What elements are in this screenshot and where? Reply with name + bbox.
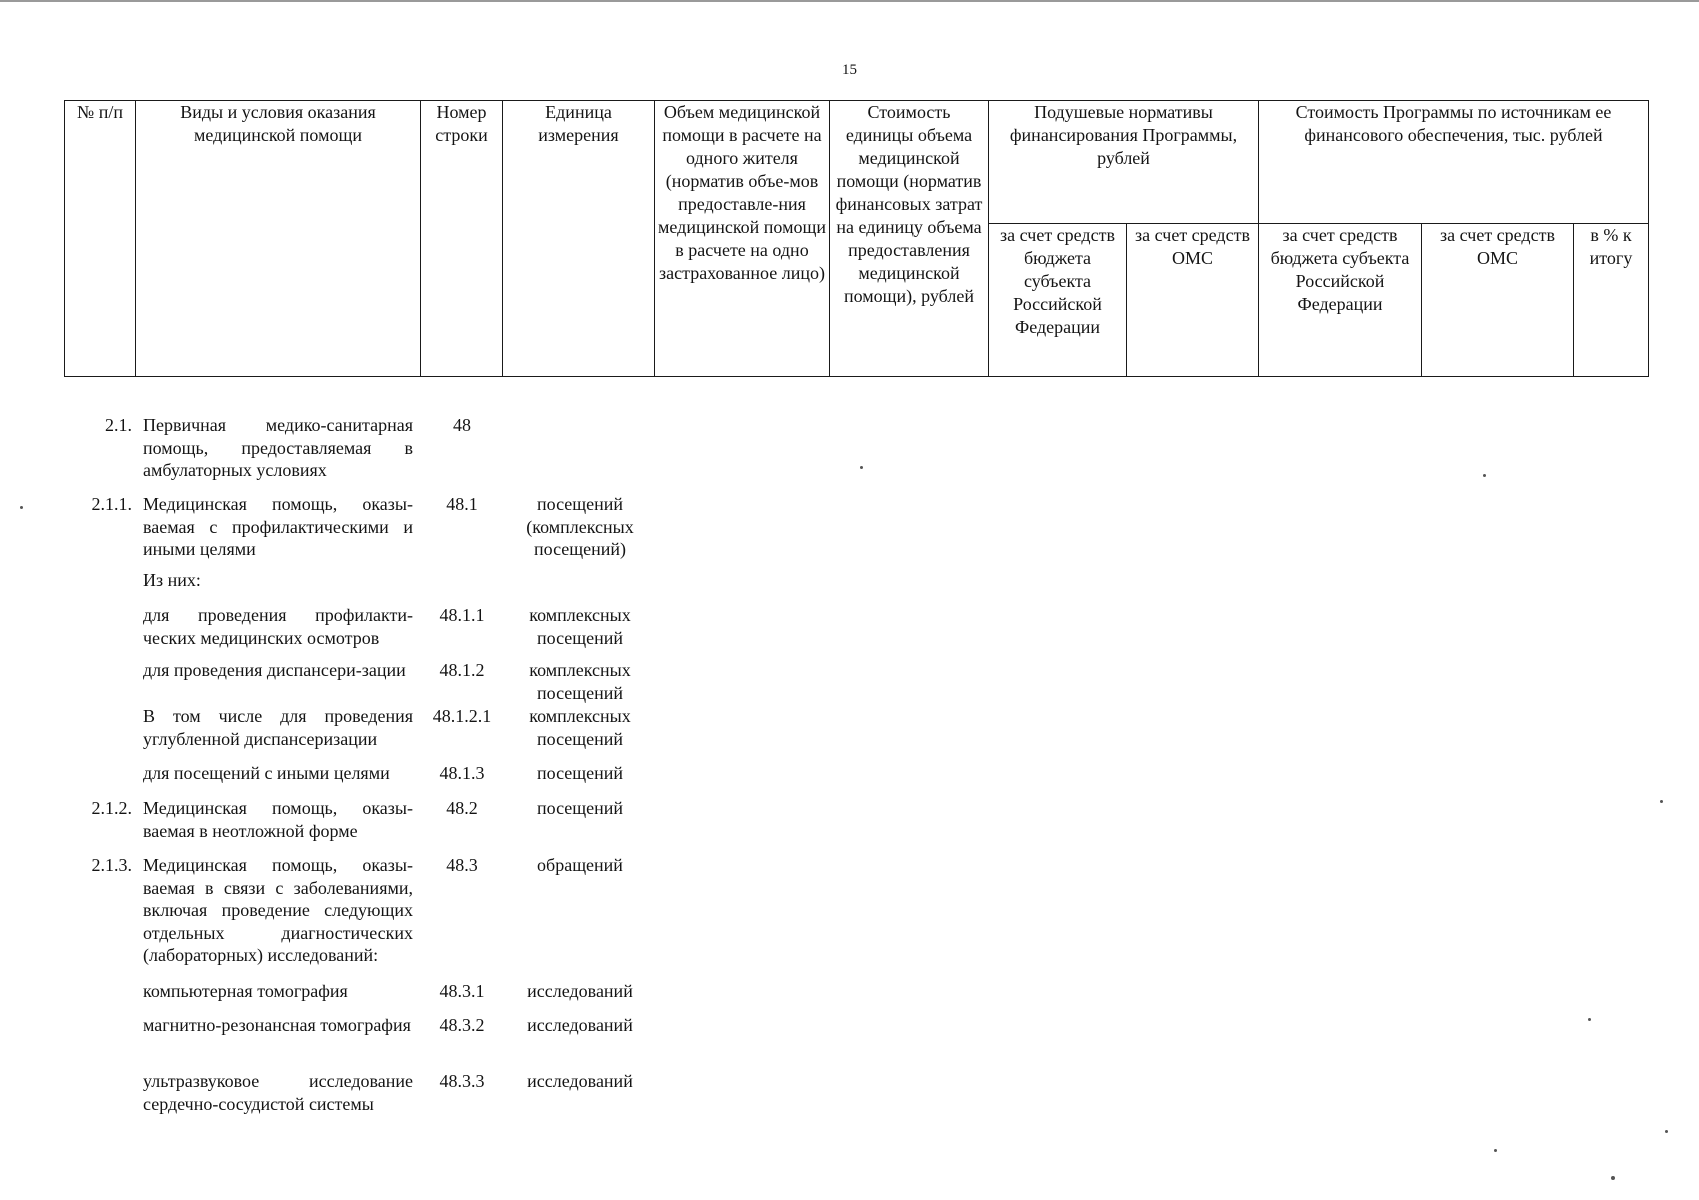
- row-description: магнитно-резонансная томография: [143, 1015, 411, 1035]
- header-col-volume: Объем медицинской помощи в расчете на одного жителя (норматив объе-мов предоставле-ния медицинской помощи в расчете на одно застрахованное лицо): [655, 101, 830, 377]
- row-line-number: 48.3: [446, 855, 478, 875]
- header-col-number: № п/п: [65, 101, 136, 377]
- row-line-number: 48.1.3: [439, 763, 485, 783]
- header-program-percent: в % к итогу: [1574, 224, 1649, 377]
- row-number: 2.1.2.: [91, 798, 132, 818]
- header-col-unit: Единица измерения: [503, 101, 655, 377]
- row-line-number: 48.1.1: [439, 605, 485, 625]
- row-line-number: 48.2: [446, 798, 478, 818]
- row-description: для проведения диспансери-зации: [143, 660, 406, 680]
- row-unit: посещений (комплексных посещений): [526, 494, 634, 559]
- row-description: Медицинская помощь, оказы-ваемая в неотложной форме: [143, 798, 413, 841]
- row-unit: посещений: [536, 763, 624, 783]
- row-line-number: 48.3.3: [439, 1071, 485, 1091]
- scan-speck: [1494, 1149, 1497, 1152]
- row-number: 2.1.: [105, 415, 132, 435]
- header-program-oms: за счет средств ОМС: [1422, 224, 1574, 377]
- header-group-per-capita: Подушевые нормативы финансирования Программы, рублей: [989, 101, 1259, 224]
- row-line-number: 48: [453, 415, 471, 435]
- header-col-kind: Виды и условия оказания медицинской помощи: [136, 101, 421, 377]
- row-unit: комплексных посещений: [529, 706, 631, 749]
- scan-speck: [1660, 800, 1663, 803]
- row-unit: комплексных посещений: [529, 660, 631, 703]
- header-col-cost: Стоимость единицы объема медицинской помощи (норматив финансовых затрат на единицу объема предоставления медицинской помощи), рублей: [830, 101, 989, 377]
- row-unit: исследований: [527, 1015, 633, 1035]
- row-number: 2.1.1.: [91, 494, 132, 514]
- row-line-number: 48.3.2: [439, 1015, 485, 1035]
- scan-speck: [860, 466, 863, 469]
- header-col-line: Номер строки: [421, 101, 503, 377]
- row-description: для посещений с иными целями: [143, 763, 390, 783]
- row-description: компьютерная томография: [143, 981, 348, 1001]
- row-description: Из них:: [143, 570, 201, 590]
- row-description: ультразвуковое исследование сердечно-сосудистой системы: [143, 1071, 413, 1114]
- page-number: 15: [842, 62, 857, 78]
- header-per-capita-oms: за счет средств ОМС: [1127, 224, 1259, 377]
- scan-top-edge: [0, 0, 1699, 2]
- row-description: Медицинская помощь, оказы-ваемая в связи с заболеваниями, включая проведение следующих отдельных диагностических (лабораторных) исследований:: [143, 855, 413, 965]
- scan-speck: [1665, 1130, 1668, 1133]
- row-unit: посещений: [536, 798, 624, 818]
- row-unit: комплексных посещений: [529, 605, 631, 648]
- row-line-number: 48.1: [446, 494, 478, 514]
- scan-speck: [1483, 474, 1486, 477]
- row-number: 2.1.3.: [91, 855, 132, 875]
- row-line-number: 48.1.2: [439, 660, 485, 680]
- header-program-budget: за счет средств бюджета субъекта Российской Федерации: [1259, 224, 1422, 377]
- scan-speck: [20, 506, 23, 509]
- row-line-number: 48.1.2.1: [432, 706, 492, 726]
- row-line-number: 48.3.1: [439, 981, 485, 1001]
- scan-speck: [1588, 1018, 1591, 1021]
- scan-speck: [1611, 1176, 1615, 1180]
- row-description: Первичная медико-санитарная помощь, предоставляемая в амбулаторных условиях: [143, 415, 413, 480]
- row-unit: исследований: [527, 981, 633, 1001]
- row-unit: обращений: [537, 855, 623, 875]
- header-table: [64, 100, 1649, 377]
- header-group-program-cost: Стоимость Программы по источникам ее финансового обеспечения, тыс. рублей: [1259, 101, 1649, 224]
- row-unit: исследований: [527, 1071, 633, 1091]
- row-description: Медицинская помощь, оказы-ваемая с профилактическими и иными целями: [143, 494, 413, 559]
- header-per-capita-budget: за счет средств бюджета субъекта Российской Федерации: [989, 224, 1127, 377]
- row-description: для проведения профилакти-ческих медицинских осмотров: [143, 605, 413, 648]
- row-description: В том числе для проведения углубленной диспансеризации: [143, 706, 413, 749]
